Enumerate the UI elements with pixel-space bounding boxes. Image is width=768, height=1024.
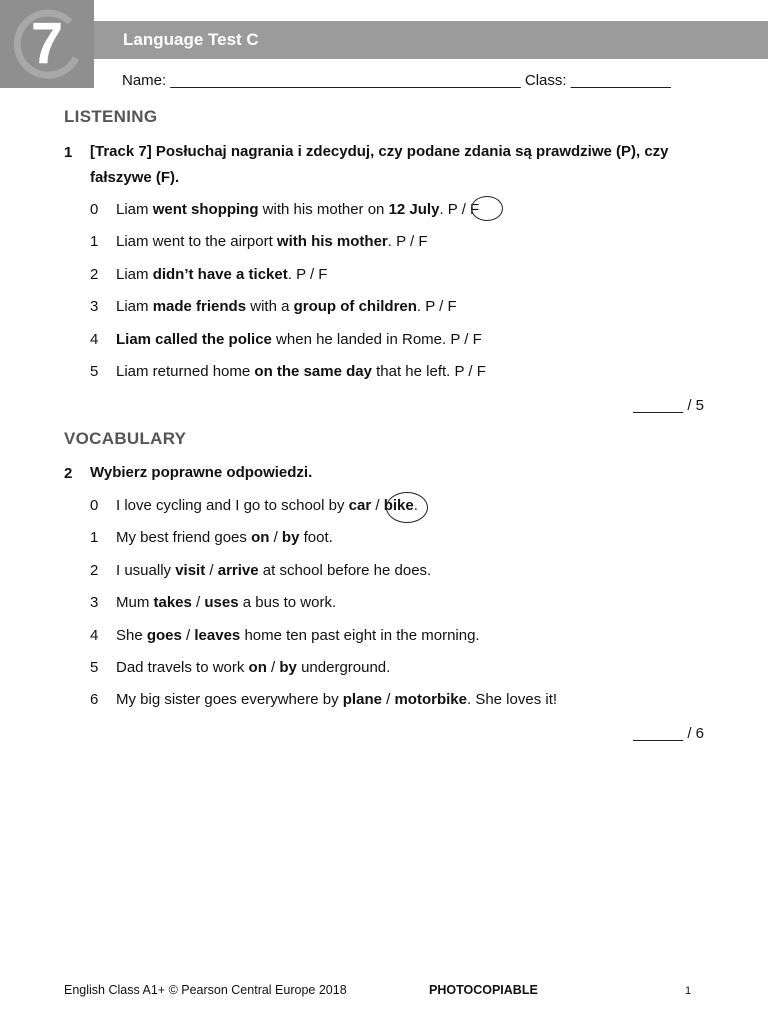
item-number: 3 xyxy=(90,298,99,316)
key-phrase: goes xyxy=(146,626,182,644)
sentence-text: . P / F xyxy=(416,298,457,316)
name-class-line: Name: __________________________________________ Class: ____________ xyxy=(122,72,671,89)
unit-number: 7 xyxy=(30,11,64,76)
item-number: 2 xyxy=(90,561,99,579)
item-number: 0 xyxy=(90,497,99,514)
item-number: 4 xyxy=(90,330,99,348)
sentence-text: / xyxy=(266,659,280,676)
sentence-text: Mum xyxy=(116,594,154,612)
sentence-text: / xyxy=(371,497,384,514)
sentence-text: that he left. P / F xyxy=(371,363,486,380)
item-sentence xyxy=(116,298,457,315)
footer-photocopiable: PHOTOCOPIABLE xyxy=(429,983,538,997)
key-phrase: arrive xyxy=(217,561,259,579)
item-sentence xyxy=(116,627,480,644)
item-sentence xyxy=(116,331,482,348)
task-number: 1 xyxy=(64,144,73,161)
item-sentence xyxy=(116,594,336,611)
item-number: 3 xyxy=(90,594,99,612)
item-number: 0 xyxy=(90,201,99,218)
key-phrase: on xyxy=(248,659,267,676)
score-line: ______ / 6 xyxy=(633,725,704,742)
item-sentence xyxy=(116,363,486,380)
key-phrase: went shopping xyxy=(152,201,259,218)
sentence-text: I love cycling and I go to school by xyxy=(116,497,349,514)
sentence-text: / xyxy=(381,691,395,709)
key-phrase: by xyxy=(281,529,300,547)
key-phrase: takes xyxy=(153,594,192,612)
sentence-text: Liam went to the airport xyxy=(116,233,277,251)
item-sentence xyxy=(116,233,428,250)
item-number: 4 xyxy=(90,626,99,644)
item-number: 6 xyxy=(90,691,99,709)
key-phrase: didn’t have a ticket xyxy=(152,265,288,283)
sentence-text: with his mother on xyxy=(258,201,389,218)
sentence-text: Liam xyxy=(116,201,153,218)
task-instruction: [Track 7] Posłuchaj nagrania i zdecyduj, czy podane zdania są prawdziwe (P), czy fałszywe (F). xyxy=(90,143,669,186)
section-heading-vocabulary: VOCABULARY xyxy=(64,429,187,448)
sentence-text: My big sister goes everywhere by xyxy=(116,691,343,709)
sentence-text: . P / F xyxy=(387,233,428,251)
item-number: 5 xyxy=(90,363,99,380)
item-number: 1 xyxy=(90,233,99,251)
sentence-text: / xyxy=(181,626,195,644)
sentence-text: a bus to work. xyxy=(238,594,337,612)
sentence-text: / xyxy=(191,594,205,612)
item-sentence xyxy=(116,529,333,546)
key-phrase: motorbike xyxy=(394,691,467,709)
sentence-text: Liam returned home xyxy=(116,363,255,380)
key-phrase: plane xyxy=(342,691,382,709)
item-sentence xyxy=(116,201,479,218)
key-phrase: by xyxy=(279,659,297,676)
sentence-text: Liam xyxy=(116,265,153,283)
section-heading-listening: LISTENING xyxy=(64,107,158,126)
key-phrase: 12 July xyxy=(388,201,440,218)
key-phrase: group of children xyxy=(293,298,417,316)
key-phrase: Liam called the police xyxy=(116,330,272,348)
score-line: ______ / 5 xyxy=(633,397,704,414)
sentence-text: . P / F xyxy=(439,201,480,218)
sentence-text: / xyxy=(269,529,282,547)
footer-copyright: English Class A1+ © Pearson Central Europe 2018 xyxy=(64,983,347,997)
key-phrase: uses xyxy=(204,594,239,612)
sentence-text: Dad travels to work xyxy=(116,659,249,676)
sentence-text: at school before he does. xyxy=(258,561,432,579)
key-phrase: leaves xyxy=(194,626,241,644)
item-sentence xyxy=(116,562,431,579)
sentence-text: . xyxy=(413,497,418,514)
answer-circle-mark xyxy=(383,492,428,523)
key-phrase: on the same day xyxy=(254,363,372,380)
sentence-text: . She loves it! xyxy=(466,691,558,709)
sentence-text: She xyxy=(116,626,147,644)
item-number: 5 xyxy=(90,659,99,676)
item-number: 2 xyxy=(90,265,99,283)
unit-badge xyxy=(0,0,94,88)
sentence-text: foot. xyxy=(299,529,333,547)
sentence-text: when he landed in Rome. P / F xyxy=(271,330,482,348)
key-phrase: visit xyxy=(175,561,206,579)
key-phrase: bike xyxy=(383,497,414,514)
key-phrase: on xyxy=(251,529,270,547)
key-phrase: car xyxy=(348,497,372,514)
page-number: 1 xyxy=(685,985,692,997)
key-phrase: with his mother xyxy=(276,233,388,251)
sentence-text: underground. xyxy=(296,659,391,676)
answer-circle-mark xyxy=(471,196,503,221)
item-sentence xyxy=(116,266,327,283)
item-sentence xyxy=(116,497,418,514)
test-title: Language Test C xyxy=(123,30,259,49)
sentence-text: with a xyxy=(246,298,294,316)
sentence-text: / xyxy=(205,561,218,579)
sentence-text: home ten past eight in the morning. xyxy=(240,626,480,644)
item-sentence xyxy=(116,691,557,708)
sentence-text: I usually xyxy=(116,561,176,579)
task-instruction: Wybierz poprawne odpowiedzi. xyxy=(90,464,313,481)
sentence-text: My best friend goes xyxy=(116,529,252,547)
item-sentence xyxy=(116,659,390,676)
task-number: 2 xyxy=(64,465,73,482)
sentence-text: Liam xyxy=(116,298,153,316)
key-phrase: made friends xyxy=(152,298,247,316)
sentence-text: . P / F xyxy=(287,265,328,283)
item-number: 1 xyxy=(90,529,99,547)
title-bar xyxy=(94,21,768,59)
